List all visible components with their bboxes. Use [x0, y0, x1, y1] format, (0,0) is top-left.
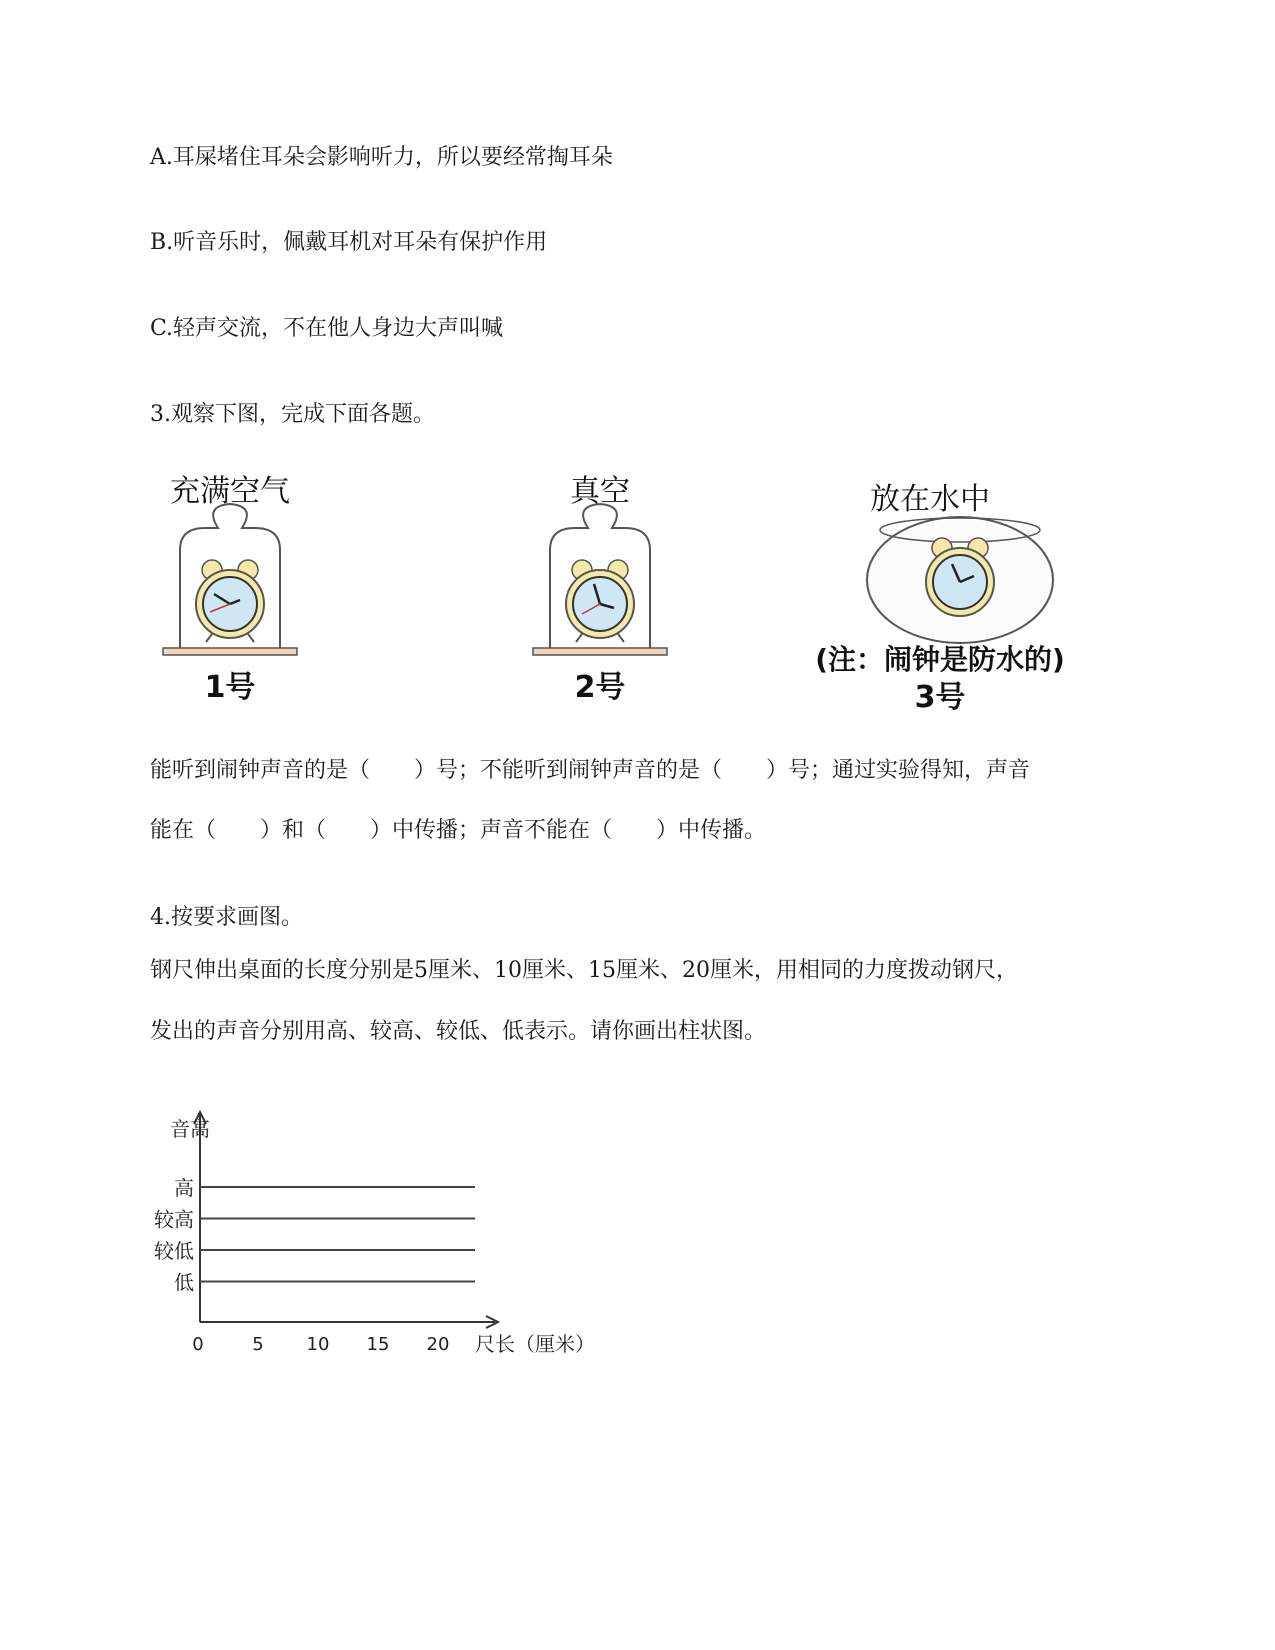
x-axis-label: 尺长（厘米） — [475, 1332, 595, 1356]
q4-text-line-2: 发出的声音分别用高、较高、较低、低表示。请你画出柱状图。 — [150, 1019, 767, 1044]
q3-fill-line-1: 能听到闹钟声音的是（ ）号；不能听到闹钟声音的是（ ）号；通过实验得知，声音 — [150, 758, 1031, 783]
fig2-number: 2号 — [574, 670, 626, 705]
alarm-clock-icon — [926, 538, 994, 616]
y-level-label: 较低 — [154, 1239, 194, 1263]
q4-text-line-1: 钢尺伸出桌面的长度分别是5厘米、10厘米、15厘米、20厘米，用相同的力度拨动钢尺， — [150, 958, 1018, 983]
x-tick-label: 20 — [426, 1334, 450, 1355]
y-level-label: 低 — [174, 1270, 194, 1295]
fig3-water-bowl-illustration — [860, 510, 1060, 650]
option-c: C.轻声交流，不在他人身边大声叫喊 — [150, 316, 504, 341]
q4-prompt: 4.按要求画图。 — [150, 905, 303, 930]
x-tick-label: 5 — [252, 1334, 264, 1355]
y-level-label: 较高 — [154, 1207, 194, 1232]
y-level-label: 高 — [174, 1176, 194, 1200]
alarm-clock-icon — [196, 560, 264, 642]
fig1-bell-jar-illustration — [160, 500, 300, 665]
fig2-vacuum-jar-illustration — [530, 500, 670, 665]
y-axis-label: 音高 — [170, 1117, 210, 1141]
fig3-note: (注：闹钟是防水的) — [815, 643, 1065, 676]
option-a: A.耳屎堵住耳朵会影响听力，所以要经常掏耳朵 — [150, 145, 613, 170]
fig3-caption: 放在水中 — [870, 482, 990, 517]
q3-prompt: 3.观察下图，完成下面各题。 — [150, 402, 435, 427]
x-tick-label: 10 — [306, 1334, 330, 1355]
alarm-clock-icon — [566, 560, 634, 642]
x-tick-label: 0 — [192, 1334, 204, 1355]
fig1-caption: 充满空气 — [170, 474, 290, 509]
pitch-bar-chart — [140, 1100, 620, 1370]
fig1-number: 1号 — [204, 670, 256, 705]
fig2-caption: 真空 — [570, 474, 630, 509]
q3-fill-line-2: 能在（ ）和（ ）中传播；声音不能在（ ）中传播。 — [150, 818, 767, 843]
x-tick-label: 15 — [366, 1334, 390, 1355]
option-b: B.听音乐时，佩戴耳机对耳朵有保护作用 — [150, 230, 548, 255]
fig3-number: 3号 — [914, 680, 966, 715]
